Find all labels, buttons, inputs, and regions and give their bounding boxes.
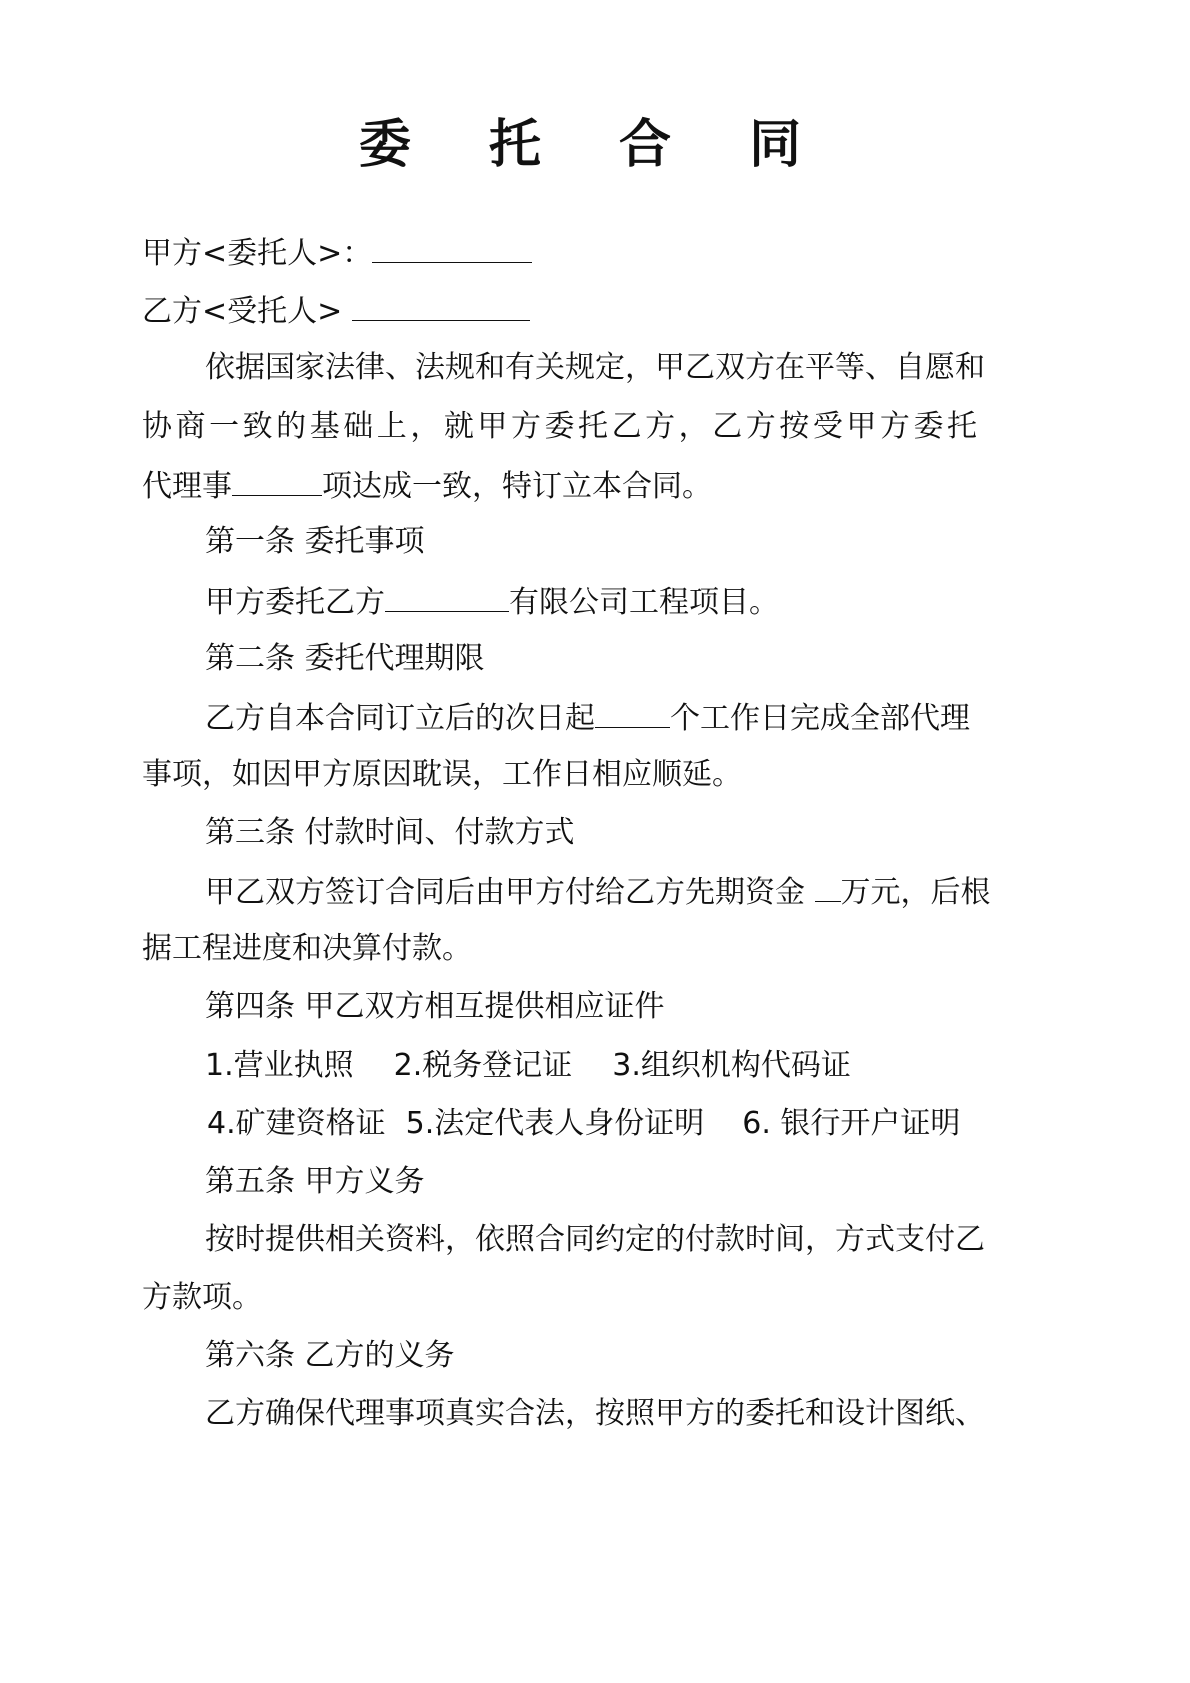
party-b-line bbox=[142, 290, 1052, 332]
article-3-heading: 第三条 付款时间、付款方式 bbox=[205, 815, 575, 850]
certificate-item: 3.组织机构代码证 bbox=[612, 1048, 851, 1083]
article-3-text-a: 甲乙双方签订合同后由甲方付给乙方先期资金 bbox=[205, 875, 815, 910]
party-b-label: 乙方<受托人> bbox=[142, 294, 343, 329]
article-2-heading: 第二条 委托代理期限 bbox=[205, 641, 485, 676]
article-4-items-row-1 bbox=[205, 1046, 1115, 1086]
party-b-blank[interactable] bbox=[352, 290, 530, 321]
article-1-text-b: 有限公司工程项目。 bbox=[509, 585, 779, 620]
party-a-line bbox=[142, 232, 1052, 274]
article-5-line-1: 按时提供相关资料，依照合同约定的付款时间，方式支付乙 bbox=[205, 1222, 985, 1257]
article-4-items-row-2 bbox=[207, 1104, 1117, 1144]
article-6-heading: 第六条 乙方的义务 bbox=[205, 1338, 455, 1373]
article-2-text-a: 乙方自本合同订立后的次日起 bbox=[205, 701, 595, 736]
preamble-line-3 bbox=[142, 465, 1052, 507]
party-a-label: 甲方<委托人>： bbox=[142, 236, 373, 271]
certificate-item: 1.营业执照 bbox=[205, 1048, 354, 1083]
document-title: 委 托 合 同 bbox=[358, 114, 832, 175]
company-blank[interactable] bbox=[385, 581, 509, 612]
article-2-text-b: 个工作日完成全部代理 bbox=[670, 701, 970, 736]
article-3-text-b: 万元，后根 bbox=[840, 875, 991, 910]
article-5-line-2: 方款项。 bbox=[142, 1280, 262, 1315]
certificate-item: 5.法定代表人身份证明 bbox=[405, 1106, 705, 1141]
article-1-body bbox=[205, 581, 1115, 623]
article-2-line-1 bbox=[205, 697, 1115, 739]
workdays-blank[interactable] bbox=[595, 697, 670, 728]
matter-blank[interactable] bbox=[232, 465, 322, 496]
preamble-text-a: 代理事 bbox=[142, 469, 232, 504]
article-3-line-2: 据工程进度和决算付款。 bbox=[142, 931, 472, 966]
article-1-heading: 第一条 委托事项 bbox=[205, 524, 425, 559]
certificate-item: 2.税务登记证 bbox=[393, 1048, 573, 1083]
article-1-text-a: 甲方委托乙方 bbox=[205, 585, 385, 620]
article-5-heading: 第五条 甲方义务 bbox=[205, 1164, 425, 1199]
article-4-heading: 第四条 甲乙双方相互提供相应证件 bbox=[205, 989, 665, 1024]
amount-blank[interactable] bbox=[815, 871, 841, 902]
preamble-line-2: 协商一致的基础上，就甲方委托乙方，乙方按受甲方委托 bbox=[142, 409, 977, 444]
preamble-text-b: 项达成一致，特订立本合同。 bbox=[322, 469, 712, 504]
certificate-item: 6. 银行开户证明 bbox=[742, 1106, 961, 1141]
certificate-item: 4.矿建资格证 bbox=[207, 1106, 386, 1141]
article-2-line-2: 事项，如因甲方原因耽误，工作日相应顺延。 bbox=[142, 757, 742, 792]
article-3-line-1 bbox=[205, 871, 1115, 913]
party-a-blank[interactable] bbox=[372, 232, 532, 263]
preamble-line-1: 依据国家法律、法规和有关规定，甲乙双方在平等、自愿和 bbox=[205, 350, 985, 385]
article-6-line-1: 乙方确保代理事项真实合法，按照甲方的委托和设计图纸、 bbox=[205, 1396, 985, 1431]
